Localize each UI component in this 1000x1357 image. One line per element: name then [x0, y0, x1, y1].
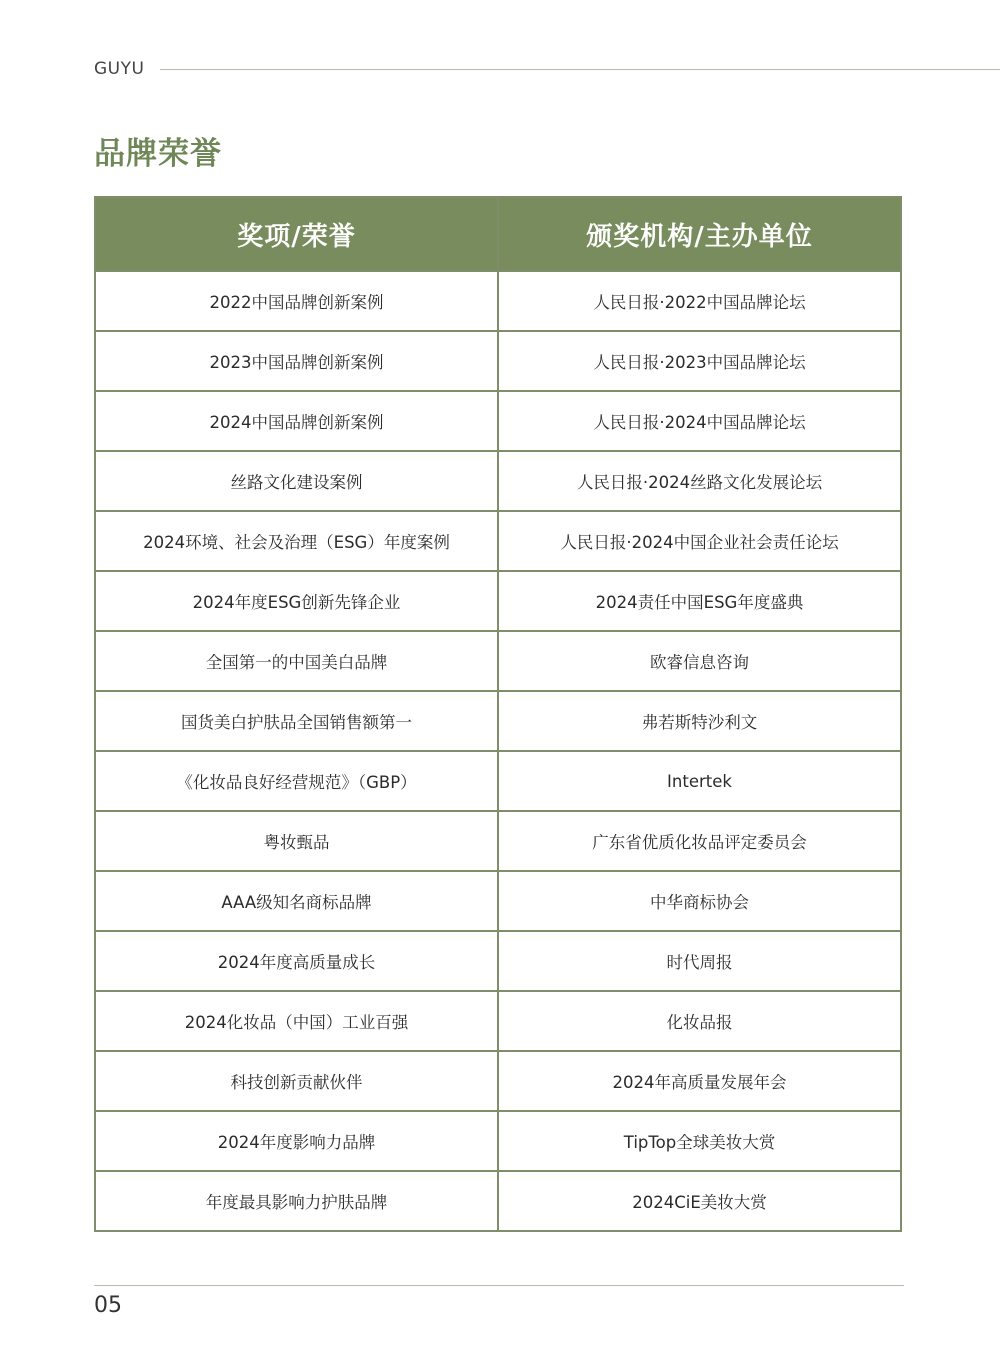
award-cell: 2024化妆品（中国）工业百强	[95, 991, 498, 1051]
table-row	[95, 451, 901, 511]
organizer-cell: 广东省优质化妆品评定委员会	[498, 811, 901, 871]
award-cell: AAA级知名商标品牌	[95, 871, 498, 931]
table-row	[95, 1171, 901, 1231]
table-header-row	[95, 197, 901, 271]
table-row	[95, 931, 901, 991]
organizer-cell: 人民日报·2024中国企业社会责任论坛	[498, 511, 901, 571]
table-row	[95, 391, 901, 451]
award-cell: 科技创新贡献伙伴	[95, 1051, 498, 1111]
organizer-cell: 2024CiE美妆大赏	[498, 1171, 901, 1231]
organizer-cell: Intertek	[498, 751, 901, 811]
table-row	[95, 751, 901, 811]
organizer-cell: 人民日报·2022中国品牌论坛	[498, 271, 901, 331]
award-cell: 2024环境、社会及治理（ESG）年度案例	[95, 511, 498, 571]
award-cell: 丝路文化建设案例	[95, 451, 498, 511]
table-row	[95, 1051, 901, 1111]
organizer-cell: 人民日报·2023中国品牌论坛	[498, 331, 901, 391]
award-cell: 2022中国品牌创新案例	[95, 271, 498, 331]
column-header-award: 奖项/荣誉	[95, 197, 498, 271]
award-cell: 全国第一的中国美白品牌	[95, 631, 498, 691]
award-cell: 2024年度影响力品牌	[95, 1111, 498, 1171]
table-row	[95, 1111, 901, 1171]
award-cell: 粤妆甄品	[95, 811, 498, 871]
organizer-cell: 中华商标协会	[498, 871, 901, 931]
brand-name: GUYU	[94, 59, 145, 79]
award-cell: 2024年度高质量成长	[95, 931, 498, 991]
table-row	[95, 331, 901, 391]
organizer-cell: 弗若斯特沙利文	[498, 691, 901, 751]
page-number: 05	[94, 1293, 122, 1318]
table-row	[95, 631, 901, 691]
award-cell: 国货美白护肤品全国销售额第一	[95, 691, 498, 751]
footer-divider	[94, 1285, 904, 1286]
table-row	[95, 691, 901, 751]
page-title: 品牌荣誉	[94, 136, 222, 172]
organizer-cell: 2024年高质量发展年会	[498, 1051, 901, 1111]
award-cell: 2023中国品牌创新案例	[95, 331, 498, 391]
organizer-cell: 人民日报·2024丝路文化发展论坛	[498, 451, 901, 511]
table-row	[95, 571, 901, 631]
table-row	[95, 271, 901, 331]
table-row	[95, 511, 901, 571]
table-row	[95, 871, 901, 931]
award-cell: 2024中国品牌创新案例	[95, 391, 498, 451]
column-header-organizer: 颁奖机构/主办单位	[498, 197, 901, 271]
award-cell: 2024年度ESG创新先锋企业	[95, 571, 498, 631]
organizer-cell: 2024责任中国ESG年度盛典	[498, 571, 901, 631]
organizer-cell: 人民日报·2024中国品牌论坛	[498, 391, 901, 451]
table-row	[95, 991, 901, 1051]
awards-table	[94, 196, 902, 1232]
award-cell: 《化妆品良好经营规范》（GBP）	[95, 751, 498, 811]
organizer-cell: 时代周报	[498, 931, 901, 991]
organizer-cell: 欧睿信息咨询	[498, 631, 901, 691]
organizer-cell: 化妆品报	[498, 991, 901, 1051]
organizer-cell: TipTop全球美妆大赏	[498, 1111, 901, 1171]
header-divider	[160, 69, 1000, 70]
award-cell: 年度最具影响力护肤品牌	[95, 1171, 498, 1231]
table-row	[95, 811, 901, 871]
